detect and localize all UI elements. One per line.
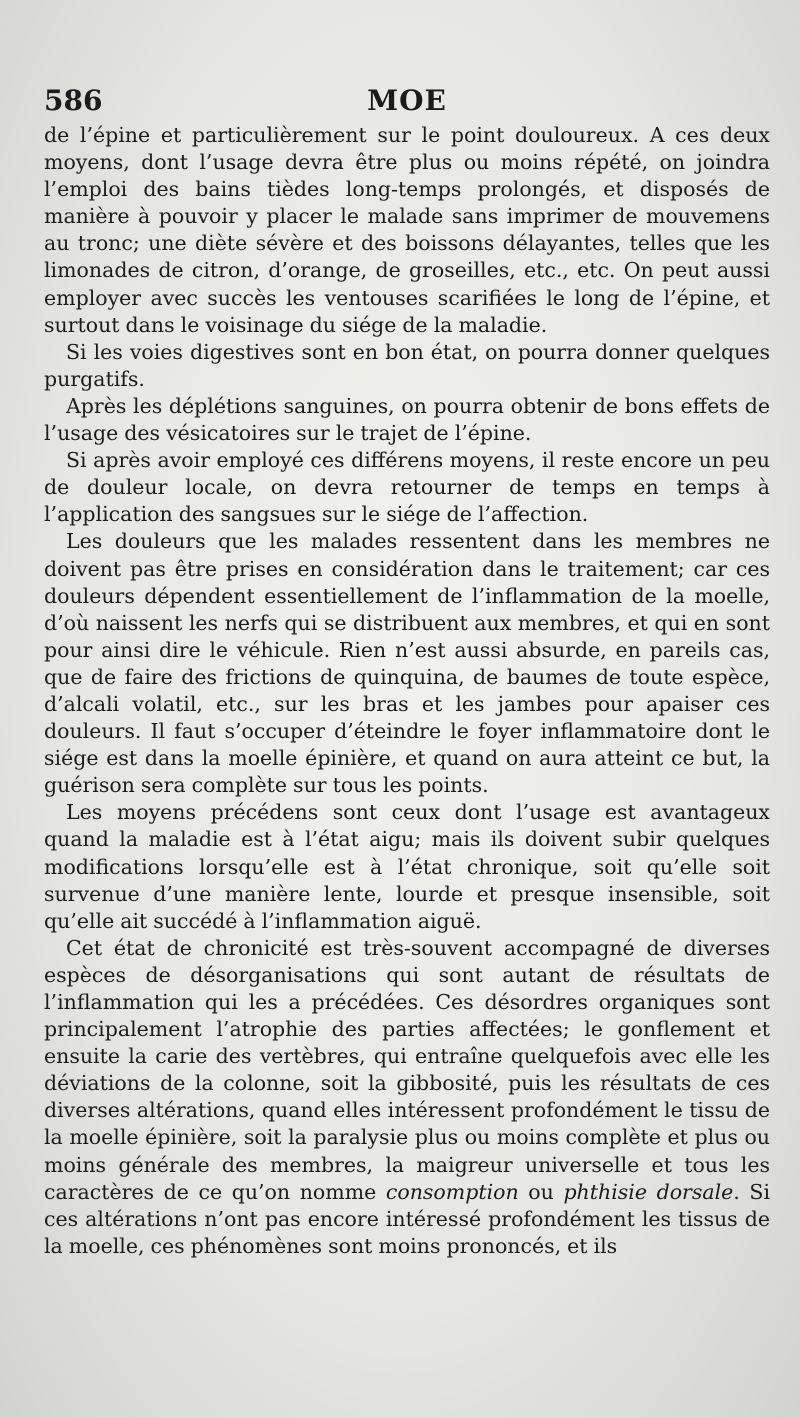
paragraph-text: . Si ces altérations n’ont pas encore intéressé profondément les tissus de la moelle, ces phénomènes sont moins prononcés, et ils [44, 1179, 771, 1258]
paragraph-text: Cet état de chronicité est très-souvent accompagné de diverses espèces de désorganisations qui sont autant de résultats de l’inflammation qui les a précédées. Ces désordres organiques sont principalement l’atrophie des parties affectées; le gonflement et ensuite la carie des vertèbres, qui entraîne quelquefois avec elle les déviations de la colonne, soit la gibbosité, puis les résultats de ces diverses altérations, quand elles intéressent profondément le tissu de la moelle épinière, soit la paralysie plus ou moins complète et plus ou moins générale des membres, la maigreur universelle et tous les caractères de ce qu’on nomme [44, 935, 770, 1204]
paragraph: Si les voies digestives sont en bon état, on pourra donner quelques purgatifs. [44, 339, 770, 391]
paragraph [44, 935, 770, 1260]
paragraph-text: ou [518, 1179, 564, 1204]
page-number: 586 [44, 84, 103, 117]
paragraph: Si après avoir employé ces différens moyens, il reste encore un peu de douleur locale, on devra retourner de temps en temps à l’application des sangsues sur le siége de l’affection. [44, 448, 770, 527]
paragraph: de l’épine et particulièrement sur le point douloureux. A ces deux moyens, dont l’usage devra être plus ou moins répété, on joindra l’emploi des bains tièdes long-temps prolongés, et disposés de manière à pouvoir y placer le malade sans imprimer de mouvemens au tronc; une diète sévère et des boissons délayantes, telles que les limonades de citron, d’orange, de groseilles, etc., etc. On peut aussi employer avec succès les ventouses scarifiées le long de l’épine, et surtout dans le voisinage du siége de la maladie. [44, 123, 770, 337]
paragraph: Après les déplétions sanguines, on pourra obtenir de bons effets de l’usage des vésicatoires sur le trajet de l’épine. [44, 393, 770, 446]
running-title: MOE [367, 84, 447, 117]
body-text [44, 122, 770, 1260]
paragraph: Les moyens précédens sont ceux dont l’usage est avantageux quand la maladie est à l’état aigu; mais ils doivent subir quelques modifications lorsqu’elle est à l’état chronique, soit qu’elle soit survenue d’une manière lente, lourde et presque insensible, soit qu’elle ait succédé à l’inflammation aiguë. [44, 800, 770, 933]
italic-term: consomption [385, 1179, 519, 1204]
paragraph: Les douleurs que les malades ressentent dans les membres ne doivent pas être prises en considération dans le traitement; car ces douleurs dépendent essentiellement de l’inflammation de la moelle, d’où naissent les nerfs qui se distribuent aux membres, et qui en sont pour ainsi dire le véhicule. Rien n’est aussi absurde, en pareils cas, que de faire des frictions de quinquina, de baumes de toute espèce, d’alcali volatil, etc., sur les bras et les jambes pour apaiser ces douleurs. Il faut s’occuper d’éteindre le foyer inflammatoire dont le siége est dans la moelle épinière, et quand on aura atteint ce but, la guérison sera complète sur tous les points. [44, 529, 770, 798]
running-head [44, 78, 770, 118]
italic-term: phthisie dorsale [563, 1179, 734, 1204]
